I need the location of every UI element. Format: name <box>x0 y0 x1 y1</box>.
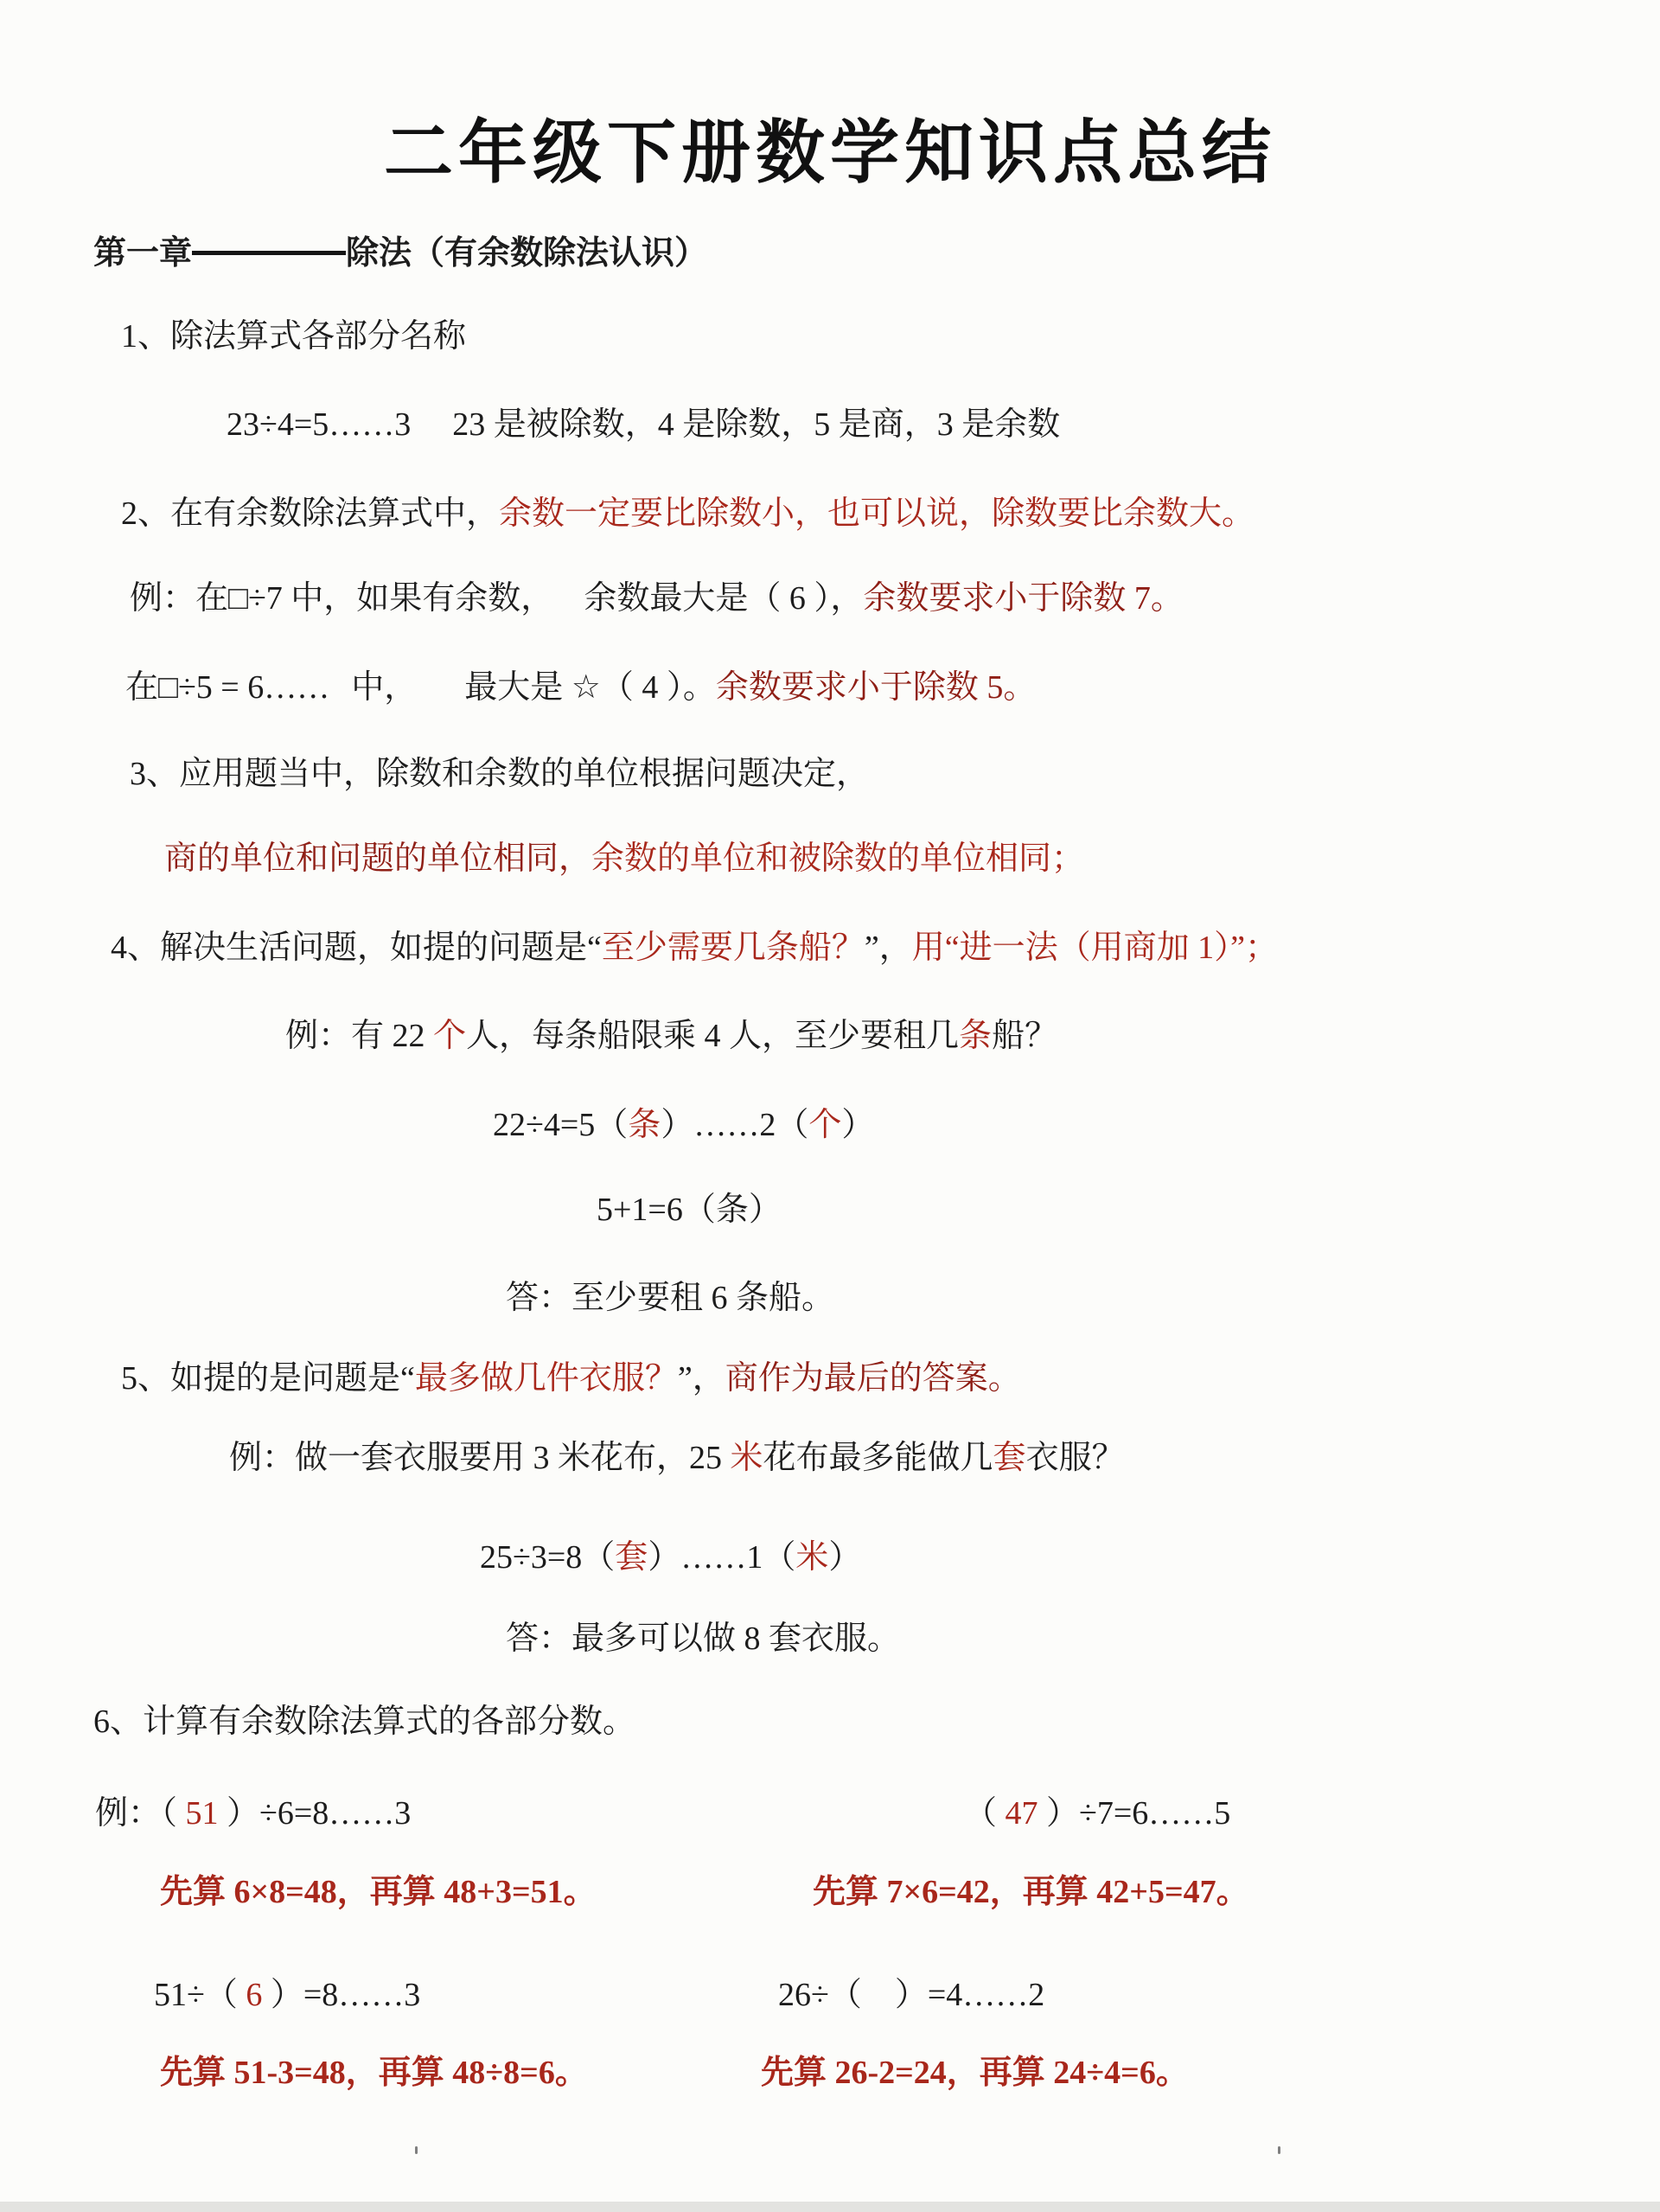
content-line <box>111 930 1278 968</box>
content-line <box>121 495 1255 534</box>
text-segment: 余数的单位和被除数的单位相同； <box>591 841 1085 877</box>
text-segment: 先算 26-2=24，再算 24÷4=6。 <box>761 2055 1189 2091</box>
text-segment: 余数最大是（ 6 ）， <box>584 580 864 617</box>
text-segment: 米 <box>795 1539 829 1576</box>
content-line <box>285 1018 1057 1056</box>
text-segment: 第一章 <box>93 235 193 272</box>
text-segment: 4、解决生活问题，如提的问题是“ <box>111 930 602 966</box>
scan-speck <box>1278 2146 1280 2154</box>
content-line <box>121 1360 1021 1398</box>
text-segment: ）……1（ <box>648 1539 796 1576</box>
content-line <box>778 1977 1044 2015</box>
text-segment: 商的单位和问题的单位相同， <box>164 841 592 877</box>
text-segment: 2、在有余数除法算式中， <box>121 495 500 532</box>
text-segment: 先算 7×6=42，再算 42+5=47。 <box>813 1874 1249 1910</box>
text-segment: ）÷7=6……5 <box>1038 1795 1231 1832</box>
text-segment: （ <box>964 1795 1006 1832</box>
content-line <box>480 1539 861 1577</box>
text-segment: ”， <box>864 930 912 966</box>
text-segment: 5+1=6（条） <box>597 1192 782 1228</box>
section-dash <box>192 251 346 255</box>
text-segment: 中， <box>351 669 418 706</box>
text-segment: ）=8……3 <box>262 1977 421 2013</box>
text-segment: 例：在□÷7 中，如果有余数， <box>130 580 554 617</box>
text-segment: ） <box>841 1107 875 1143</box>
text-segment: ） <box>828 1539 862 1576</box>
content-line <box>597 1192 782 1230</box>
text-segment: 26÷（ ）=4……2 <box>778 1977 1045 2013</box>
text-segment: 23÷4=5……3 <box>227 406 412 443</box>
text-segment: 6 <box>246 1977 263 2013</box>
document-title: 二年级下册数学知识点总结 <box>384 116 1276 192</box>
text-segment: 例：有 22 <box>285 1018 434 1054</box>
text-segment: 个 <box>433 1018 467 1054</box>
text-segment: 25÷3=8（ <box>480 1539 616 1576</box>
text-segment: 条 <box>628 1107 661 1143</box>
text-segment: 47 <box>1005 1795 1038 1832</box>
text-segment: 余数一定要比除数小，也可以说，除数要比余数大。 <box>499 495 1255 532</box>
text-segment: 1、除法算式各部分名称 <box>121 318 467 355</box>
text-segment: 例：（ <box>95 1795 186 1832</box>
text-segment: 最多做几件衣服？ <box>414 1360 678 1397</box>
content-line <box>964 1795 1230 1833</box>
text-segment: ”， <box>677 1360 725 1397</box>
content-line <box>160 2055 588 2093</box>
text-segment: 余数要求小于除数 5。 <box>715 669 1037 706</box>
text-segment: 至少需要几条船？ <box>601 930 865 966</box>
content-line <box>493 1107 874 1145</box>
text-segment: ）÷6=8……3 <box>218 1795 412 1832</box>
text-segment: 商作为最后的答案。 <box>725 1360 1021 1397</box>
content-line <box>93 235 707 273</box>
text-segment: 用“进一法（用商加 1）”； <box>911 930 1278 966</box>
text-segment: 22÷4=5（ <box>493 1107 629 1143</box>
content-line <box>93 1704 635 1742</box>
text-segment: 在□÷5 = 6…… <box>125 669 330 706</box>
text-segment: ）……2（ <box>661 1107 809 1143</box>
text-segment: 51÷（ <box>154 1977 246 2013</box>
text-segment: 余数要求小于除数 7。 <box>863 580 1184 617</box>
content-line <box>164 841 1084 879</box>
text-segment: 衣服？ <box>1025 1440 1125 1476</box>
text-segment: 米 <box>730 1440 763 1476</box>
text-segment: 3、应用题当中，除数和余数的单位根据问题决定， <box>130 756 870 792</box>
text-segment: 例：做一套衣服要用 3 米花布，25 <box>229 1440 731 1476</box>
text-segment: 套 <box>993 1440 1026 1476</box>
content-line <box>130 580 1184 618</box>
content-line <box>130 756 869 794</box>
scan-speck <box>415 2146 418 2154</box>
text-segment: 条 <box>959 1018 993 1054</box>
content-line <box>506 1621 900 1659</box>
content-line <box>229 1440 1125 1478</box>
text-segment: 船？ <box>992 1018 1058 1054</box>
text-segment: 人，每条船限乘 4 人，至少要租几 <box>466 1018 960 1054</box>
text-segment: 23 是被除数，4 是除数，5 是商，3 是余数 <box>452 406 1061 443</box>
text-segment: 除法（有余数除法认识） <box>346 235 708 272</box>
bottom-edge-strip <box>0 2202 1660 2212</box>
text-segment: 答：最多可以做 8 套衣服。 <box>506 1621 901 1657</box>
text-segment: 最大是 ☆（ 4 ）。 <box>464 669 716 706</box>
text-segment: 先算 51-3=48，再算 48÷8=6。 <box>160 2055 588 2091</box>
text-segment: 答：至少要租 6 条船。 <box>506 1280 835 1316</box>
text-segment: 套 <box>615 1539 648 1576</box>
text-segment: 5、如提的是问题是“ <box>121 1360 415 1397</box>
content-line <box>227 406 1060 444</box>
text-segment: 花布最多能做几 <box>763 1440 993 1476</box>
content-line <box>95 1795 411 1833</box>
content-line <box>154 1977 420 2015</box>
content-line <box>160 1874 597 1912</box>
text-segment: 6、计算有余数除法算式的各部分数。 <box>93 1704 636 1740</box>
content-line <box>813 1874 1249 1912</box>
text-segment: 个 <box>808 1107 842 1143</box>
content-line <box>125 669 1036 707</box>
text-segment: 先算 6×8=48，再算 48+3=51。 <box>160 1874 597 1910</box>
content-line <box>506 1280 834 1318</box>
content-line <box>121 318 466 356</box>
content-line <box>761 2055 1189 2093</box>
text-segment: 51 <box>185 1795 219 1832</box>
